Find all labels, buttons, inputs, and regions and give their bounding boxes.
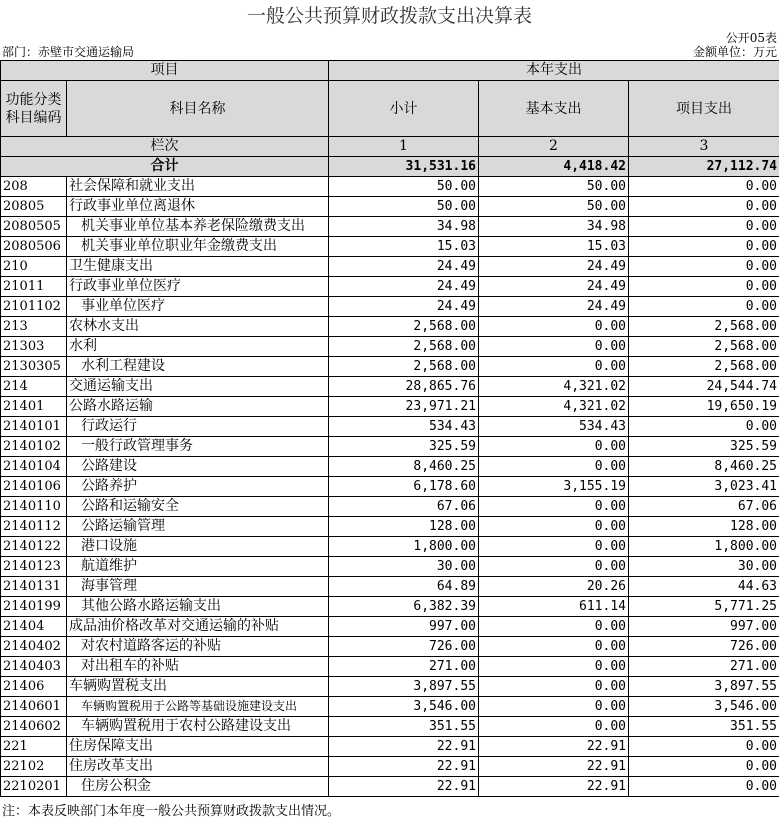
- row-name: 航道维护: [67, 557, 329, 577]
- row-subtotal: 128.00: [329, 517, 479, 537]
- row-name: 行政运行: [67, 417, 329, 437]
- row-subtotal: 3,897.55: [329, 677, 479, 697]
- row-name: 公路水路运输: [67, 397, 329, 417]
- row-project: 30.00: [629, 557, 779, 577]
- row-subtotal: 325.59: [329, 437, 479, 457]
- row-code: 2210201: [1, 777, 67, 797]
- row-basic: 0.00: [479, 677, 629, 697]
- row-subtotal: 30.00: [329, 557, 479, 577]
- table-row: [1, 657, 779, 677]
- row-code: 21404: [1, 617, 67, 637]
- row-subtotal: 6,382.39: [329, 597, 479, 617]
- row-name: 公路运输管理: [67, 517, 329, 537]
- table-row: [1, 197, 779, 217]
- row-name: 对农村道路客运的补贴: [67, 637, 329, 657]
- report-title: 一般公共预算财政拨款支出决算表: [246, 5, 532, 27]
- row-basic: 0.00: [479, 517, 629, 537]
- row-code: 2140122: [1, 537, 67, 557]
- row-basic: 24.49: [479, 297, 629, 317]
- table-row: [1, 297, 779, 317]
- column-index-1: 1: [329, 137, 479, 157]
- row-subtotal: 2,568.00: [329, 337, 479, 357]
- row-name: 海事管理: [67, 577, 329, 597]
- table-row: [1, 617, 779, 637]
- table-row: [1, 277, 779, 297]
- table-row: [1, 257, 779, 277]
- row-name: 车辆购置税用于农村公路建设支出: [67, 717, 329, 737]
- table-row: [1, 677, 779, 697]
- table-row: [1, 697, 779, 717]
- table-row: [1, 177, 779, 197]
- row-subtotal: 50.00: [329, 177, 479, 197]
- row-code: 2140403: [1, 657, 67, 677]
- row-basic: 0.00: [479, 637, 629, 657]
- row-name: 其他公路水路运输支出: [67, 597, 329, 617]
- row-basic: 0.00: [479, 497, 629, 517]
- row-basic: 24.49: [479, 257, 629, 277]
- row-project: 0.00: [629, 237, 779, 257]
- row-name: 一般行政管理事务: [67, 437, 329, 457]
- row-name: 港口设施: [67, 537, 329, 557]
- row-project: 67.06: [629, 497, 779, 517]
- row-project: 0.00: [629, 297, 779, 317]
- row-project: 0.00: [629, 197, 779, 217]
- row-name: 机关事业单位基本养老保险缴费支出: [67, 217, 329, 237]
- row-project: 0.00: [629, 177, 779, 197]
- row-basic: 0.00: [479, 457, 629, 477]
- row-code: 2140123: [1, 557, 67, 577]
- row-subtotal: 24.49: [329, 257, 479, 277]
- table-row: [1, 237, 779, 257]
- header-item: 项目: [1, 61, 329, 81]
- row-basic: 15.03: [479, 237, 629, 257]
- header-basic: 基本支出: [479, 81, 629, 137]
- row-subtotal: 22.91: [329, 737, 479, 757]
- row-subtotal: 997.00: [329, 617, 479, 637]
- table-row: [1, 737, 779, 757]
- row-subtotal: 2,568.00: [329, 357, 479, 377]
- row-code: 22102: [1, 757, 67, 777]
- row-name: 公路养护: [67, 477, 329, 497]
- row-code: 2140199: [1, 597, 67, 617]
- row-code: 2080505: [1, 217, 67, 237]
- row-name: 农林水支出: [67, 317, 329, 337]
- row-code: 210: [1, 257, 67, 277]
- row-code: 2140101: [1, 417, 67, 437]
- row-basic: 24.49: [479, 277, 629, 297]
- total-project: 27,112.74: [629, 157, 779, 177]
- table-row: [1, 417, 779, 437]
- row-basic: 0.00: [479, 317, 629, 337]
- expenditure-table: [0, 60, 779, 797]
- row-project: 0.00: [629, 757, 779, 777]
- total-subtotal: 31,531.16: [329, 157, 479, 177]
- row-code: 21406: [1, 677, 67, 697]
- row-basic: 3,155.19: [479, 477, 629, 497]
- table-row: [1, 777, 779, 797]
- row-project: 997.00: [629, 617, 779, 637]
- row-basic: 0.00: [479, 717, 629, 737]
- header-name: 科目名称: [67, 81, 329, 137]
- table-row: [1, 577, 779, 597]
- total-row: [1, 157, 779, 177]
- row-project: 351.55: [629, 717, 779, 737]
- row-project: 726.00: [629, 637, 779, 657]
- row-project: 3,897.55: [629, 677, 779, 697]
- row-project: 24,544.74: [629, 377, 779, 397]
- table-row: [1, 397, 779, 417]
- table-row: [1, 437, 779, 457]
- row-subtotal: 64.89: [329, 577, 479, 597]
- row-code: 21011: [1, 277, 67, 297]
- row-project: 2,568.00: [629, 337, 779, 357]
- row-subtotal: 34.98: [329, 217, 479, 237]
- row-code: 2140102: [1, 437, 67, 457]
- table-row: [1, 537, 779, 557]
- row-project: 325.59: [629, 437, 779, 457]
- row-basic: 0.00: [479, 697, 629, 717]
- table-row: [1, 517, 779, 537]
- row-name: 机关事业单位职业年金缴费支出: [67, 237, 329, 257]
- row-basic: 0.00: [479, 537, 629, 557]
- row-project: 271.00: [629, 657, 779, 677]
- footnote: 注：本表反映部门本年度一般公共预算财政拨款支出情况。: [2, 804, 341, 819]
- row-code: 221: [1, 737, 67, 757]
- row-project: 1,800.00: [629, 537, 779, 557]
- row-project: 0.00: [629, 277, 779, 297]
- row-basic: 22.91: [479, 737, 629, 757]
- row-name: 社会保障和就业支出: [67, 177, 329, 197]
- header-row-2: [1, 81, 779, 137]
- row-name: 交通运输支出: [67, 377, 329, 397]
- row-name: 成品油价格改革对交通运输的补贴: [67, 617, 329, 637]
- row-name: 车辆购置税支出: [67, 677, 329, 697]
- row-project: 0.00: [629, 257, 779, 277]
- row-code: 21401: [1, 397, 67, 417]
- row-project: 44.63: [629, 577, 779, 597]
- row-subtotal: 67.06: [329, 497, 479, 517]
- row-basic: 611.14: [479, 597, 629, 617]
- row-code: 208: [1, 177, 67, 197]
- row-basic: 22.91: [479, 757, 629, 777]
- row-basic: 50.00: [479, 177, 629, 197]
- table-row: [1, 497, 779, 517]
- table-row: [1, 217, 779, 237]
- column-index-label: 栏次: [1, 137, 329, 157]
- row-name: 事业单位医疗: [67, 297, 329, 317]
- row-code: 2140112: [1, 517, 67, 537]
- row-basic: 0.00: [479, 337, 629, 357]
- row-subtotal: 50.00: [329, 197, 479, 217]
- total-basic: 4,418.42: [479, 157, 629, 177]
- table-row: [1, 717, 779, 737]
- row-basic: 20.26: [479, 577, 629, 597]
- row-code: 2140106: [1, 477, 67, 497]
- row-basic: 0.00: [479, 657, 629, 677]
- row-project: 0.00: [629, 417, 779, 437]
- row-subtotal: 15.03: [329, 237, 479, 257]
- row-basic: 50.00: [479, 197, 629, 217]
- row-code: 2140402: [1, 637, 67, 657]
- row-code: 2080506: [1, 237, 67, 257]
- row-name: 行政事业单位离退休: [67, 197, 329, 217]
- header-subtotal: 小计: [329, 81, 479, 137]
- total-label: 合计: [1, 157, 329, 177]
- row-code: 2101102: [1, 297, 67, 317]
- row-subtotal: 3,546.00: [329, 697, 479, 717]
- row-subtotal: 22.91: [329, 777, 479, 797]
- row-project: 0.00: [629, 777, 779, 797]
- row-project: 5,771.25: [629, 597, 779, 617]
- header-code: 功能分类科目编码: [1, 81, 67, 137]
- row-basic: 4,321.02: [479, 397, 629, 417]
- row-code: 20805: [1, 197, 67, 217]
- row-project: 3,023.41: [629, 477, 779, 497]
- row-basic: 0.00: [479, 357, 629, 377]
- row-subtotal: 24.49: [329, 297, 479, 317]
- row-basic: 0.00: [479, 557, 629, 577]
- row-subtotal: 6,178.60: [329, 477, 479, 497]
- row-subtotal: 351.55: [329, 717, 479, 737]
- row-subtotal: 28,865.76: [329, 377, 479, 397]
- row-name: 对出租车的补贴: [67, 657, 329, 677]
- column-index-2: 2: [479, 137, 629, 157]
- row-subtotal: 726.00: [329, 637, 479, 657]
- table-row: [1, 637, 779, 657]
- row-code: 2140601: [1, 697, 67, 717]
- row-code: 2140104: [1, 457, 67, 477]
- row-name: 车辆购置税用于公路等基础设施建设支出: [67, 697, 329, 717]
- row-code: 2140602: [1, 717, 67, 737]
- table-row: [1, 457, 779, 477]
- table-row: [1, 377, 779, 397]
- row-name: 住房改革支出: [67, 757, 329, 777]
- table-row: [1, 337, 779, 357]
- row-code: 213: [1, 317, 67, 337]
- row-subtotal: 2,568.00: [329, 317, 479, 337]
- row-subtotal: 22.91: [329, 757, 479, 777]
- header-project: 项目支出: [629, 81, 779, 137]
- row-code: 2140110: [1, 497, 67, 517]
- table-row: [1, 477, 779, 497]
- row-subtotal: 534.43: [329, 417, 479, 437]
- table-row: [1, 757, 779, 777]
- row-name: 公路和运输安全: [67, 497, 329, 517]
- row-code: 21303: [1, 337, 67, 357]
- row-basic: 22.91: [479, 777, 629, 797]
- row-code: 2130305: [1, 357, 67, 377]
- row-basic: 4,321.02: [479, 377, 629, 397]
- row-subtotal: 1,800.00: [329, 537, 479, 557]
- row-project: 19,650.19: [629, 397, 779, 417]
- table-row: [1, 357, 779, 377]
- row-name: 住房公积金: [67, 777, 329, 797]
- row-subtotal: 24.49: [329, 277, 479, 297]
- header-row-1: [1, 61, 779, 81]
- row-project: 128.00: [629, 517, 779, 537]
- row-name: 住房保障支出: [67, 737, 329, 757]
- row-subtotal: 8,460.25: [329, 457, 479, 477]
- row-name: 公路建设: [67, 457, 329, 477]
- row-project: 2,568.00: [629, 357, 779, 377]
- row-name: 水利工程建设: [67, 357, 329, 377]
- header-current-year: 本年支出: [329, 61, 779, 81]
- row-name: 卫生健康支出: [67, 257, 329, 277]
- row-name: 水利: [67, 337, 329, 357]
- row-basic: 34.98: [479, 217, 629, 237]
- row-project: 0.00: [629, 217, 779, 237]
- unit-label: 金额单位：万元: [692, 45, 777, 59]
- row-project: 2,568.00: [629, 317, 779, 337]
- row-project: 3,546.00: [629, 697, 779, 717]
- table-row: [1, 557, 779, 577]
- row-project: 0.00: [629, 737, 779, 757]
- table-row: [1, 597, 779, 617]
- column-index-3: 3: [629, 137, 779, 157]
- row-name: 行政事业单位医疗: [67, 277, 329, 297]
- row-basic: 534.43: [479, 417, 629, 437]
- column-index-row: [1, 137, 779, 157]
- row-project: 8,460.25: [629, 457, 779, 477]
- row-code: 2140131: [1, 577, 67, 597]
- table-row: [1, 317, 779, 337]
- row-code: 214: [1, 377, 67, 397]
- row-subtotal: 23,971.21: [329, 397, 479, 417]
- department-label: 部门：赤壁市交通运输局: [2, 45, 135, 59]
- row-basic: 0.00: [479, 437, 629, 457]
- row-basic: 0.00: [479, 617, 629, 637]
- row-subtotal: 271.00: [329, 657, 479, 677]
- table-number: 公开05表: [725, 31, 777, 45]
